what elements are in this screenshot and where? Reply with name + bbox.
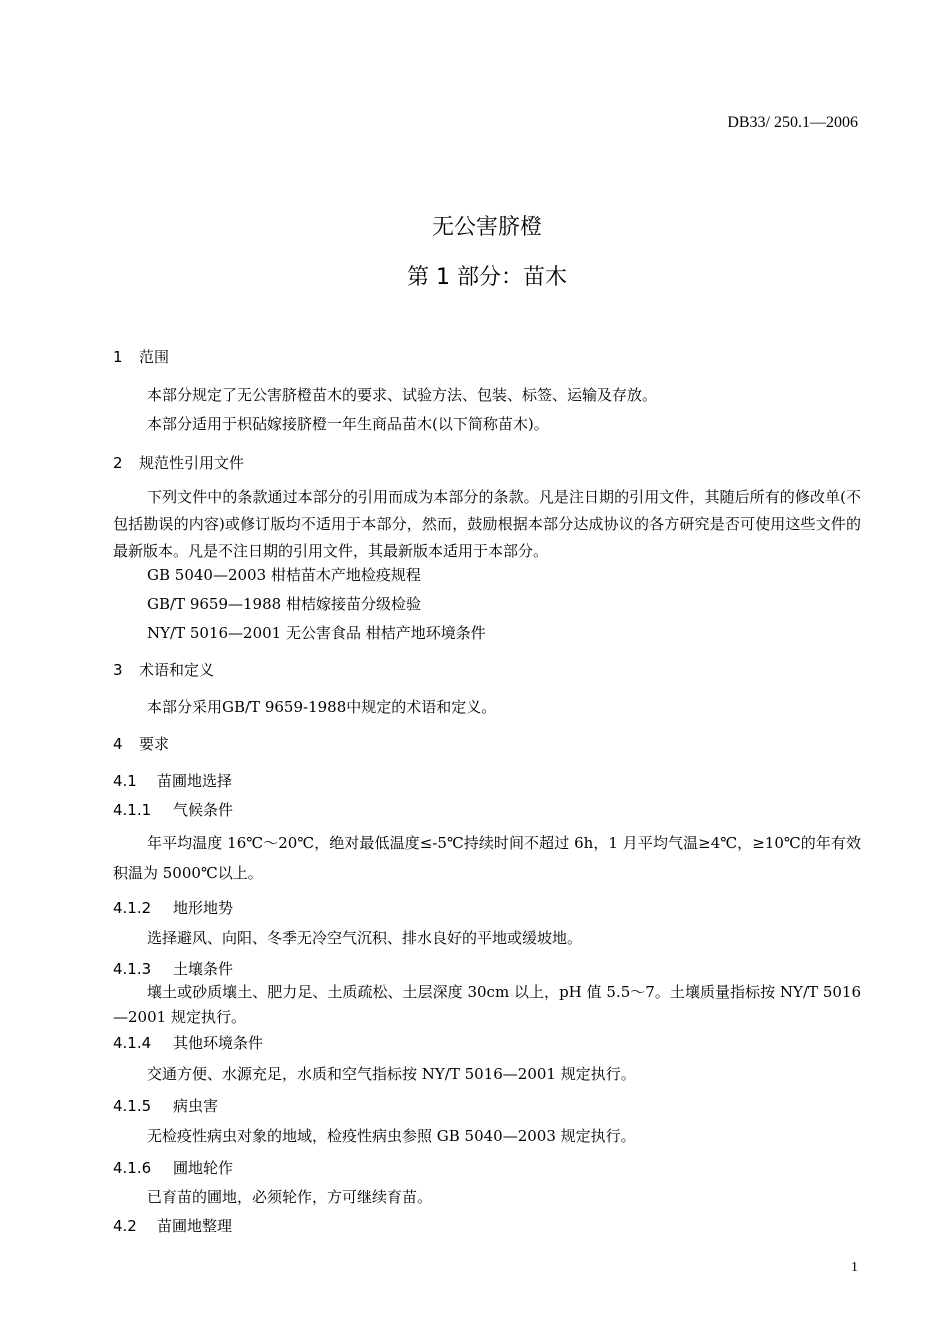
section-number: 3	[113, 661, 123, 679]
section-title: 规范性引用文件	[139, 454, 245, 472]
section-heading-4-1-1	[113, 799, 233, 820]
standard-code: DB33/ 250.1—2006	[727, 114, 858, 131]
section-title: 地形地势	[173, 899, 234, 917]
section-title: 苗圃地整理	[157, 1217, 233, 1235]
section-heading-4-1-4	[113, 1032, 263, 1053]
section-number: 4	[113, 735, 123, 753]
paragraph: 本部分采用GB/T 9659-1988中规定的术语和定义。	[147, 698, 497, 716]
paragraph: 无检疫性病虫对象的地域，检疫性病虫参照 GB 5040—2003 规定执行。	[147, 1127, 636, 1145]
section-number: 1	[113, 348, 123, 366]
paragraph: 本部分规定了无公害脐橙苗木的要求、试验方法、包装、标签、运输及存放。	[147, 386, 658, 404]
section-heading-1	[113, 346, 169, 367]
section-heading-4	[113, 733, 169, 754]
section-number: 4.1.1	[113, 801, 152, 819]
section-number: 4.1.3	[113, 960, 152, 978]
paragraph: 本部分适用于枳砧嫁接脐橙一年生商品苗木(以下简称苗木)。	[147, 415, 549, 433]
section-title: 其他环境条件	[173, 1034, 264, 1052]
paragraph: 已育苗的圃地，必须轮作，方可继续育苗。	[147, 1188, 433, 1206]
section-title: 要求	[139, 735, 170, 753]
paragraph: 交通方便、水源充足，水质和空气指标按 NY/T 5016—2001 规定执行。	[147, 1065, 636, 1083]
section-heading-4-1-5	[113, 1095, 218, 1116]
reference-item: GB 5040—2003 柑桔苗木产地检疫规程	[147, 566, 421, 584]
document-title: 无公害脐橙	[431, 215, 542, 240]
section-heading-4-1	[113, 770, 232, 791]
section-number: 4.1.5	[113, 1097, 152, 1115]
document-subtitle: 第 1 部分：苗木	[407, 265, 567, 290]
section-heading-4-1-3	[113, 958, 233, 979]
section-heading-4-1-6	[113, 1157, 233, 1178]
section-heading-3	[113, 659, 214, 680]
section-title: 范围	[139, 348, 170, 366]
section-title: 土壤条件	[173, 960, 234, 978]
section-number: 4.1.2	[113, 899, 152, 917]
section-number: 2	[113, 454, 123, 472]
section-number: 4.1.4	[113, 1034, 152, 1052]
section-title: 病虫害	[173, 1097, 219, 1115]
section-title: 苗圃地选择	[157, 772, 233, 790]
section-number: 4.1.6	[113, 1159, 152, 1177]
section-heading-4-1-2	[113, 897, 233, 918]
reference-item: GB/T 9659—1988 柑桔嫁接苗分级检验	[147, 595, 421, 613]
paragraph: 壤土或砂质壤土、肥力足、土质疏松、土层深度 30cm 以上，pH 值 5.5～7。土壤质量指标按 NY/T 5016—2001 规定执行。	[113, 983, 861, 1026]
section-number: 4.2	[113, 1217, 137, 1235]
section-title: 气候条件	[173, 801, 234, 819]
paragraph: 选择避风、向阳、冬季无冷空气沉积、排水良好的平地或缓坡地。	[147, 929, 583, 947]
section-number: 4.1	[113, 772, 137, 790]
page-number: 1	[851, 1260, 858, 1275]
section-title: 术语和定义	[139, 661, 215, 679]
section-heading-2	[113, 452, 244, 473]
reference-item: NY/T 5016—2001 无公害食品 柑桔产地环境条件	[147, 624, 486, 642]
section-heading-4-2	[113, 1215, 232, 1236]
paragraph: 下列文件中的条款通过本部分的引用而成为本部分的条款。凡是注日期的引用文件，其随后所有的修改单(不包括勘误的内容)或修订版均不适用于本部分，然而，鼓励根据本部分达成协议的各方研究是否可使用这些文件的最新版本。凡是不注日期的引用文件，其最新版本适用于本部分。	[113, 488, 861, 560]
section-title: 圃地轮作	[173, 1159, 234, 1177]
paragraph: 年平均温度 16℃～20℃，绝对最低温度≤-5℃持续时间不超过 6h，1 月平均气温≥4℃，≥10℃的年有效积温为 5000℃以上。	[113, 834, 861, 882]
